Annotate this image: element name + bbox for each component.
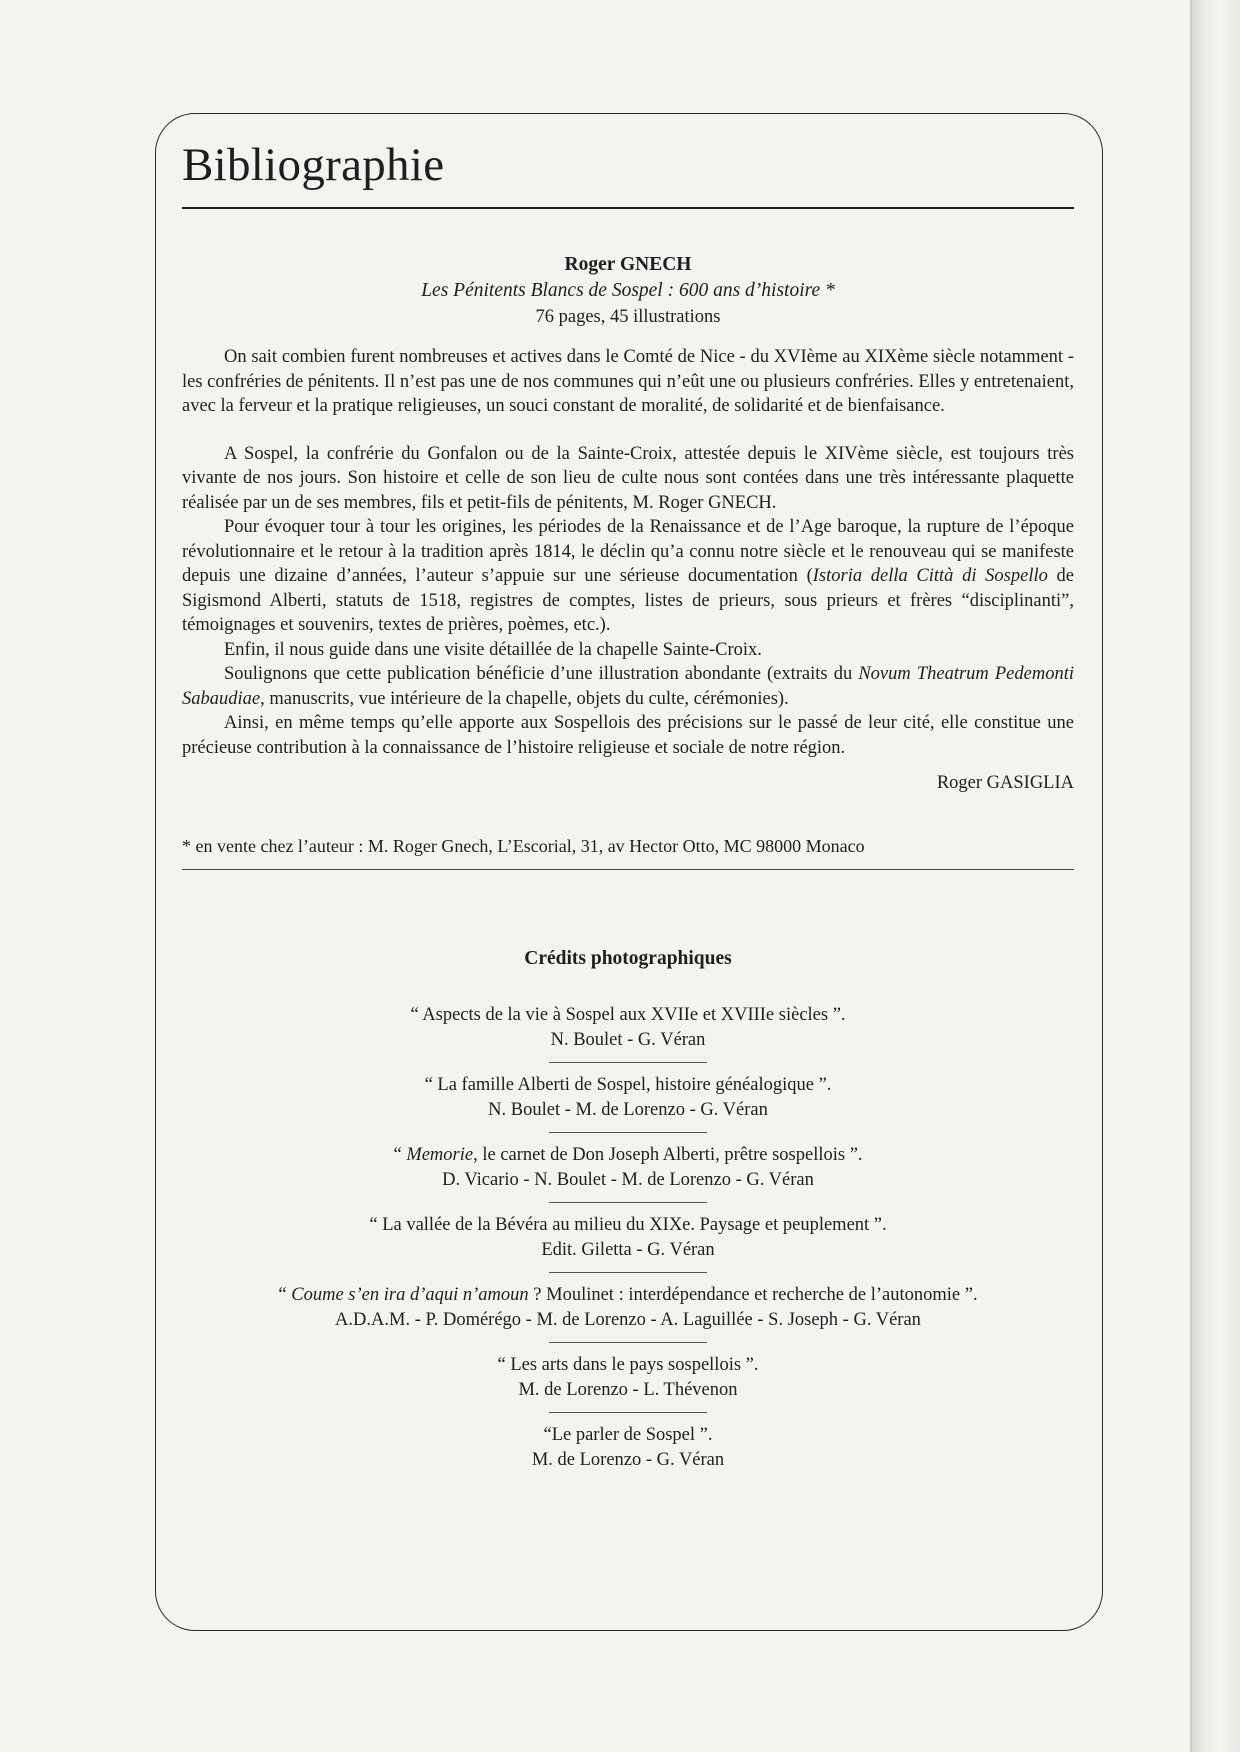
review-paragraph-2: A Sospel, la confrérie du Gonfalon ou de la Sainte-Croix, attestée depuis le XIVème siècle, est toujours très vivante de nos jours. Son histoire et celle de son lieu de culte nous sont contées dans une très intéressante plaquette réalisée par un de ses membres, fils et petit-fils de pénitents, M. Roger GNECH. [182, 443, 1074, 513]
credit-title-rest: , le carnet de Don Joseph Alberti, prêtre sospellois ”. [473, 1145, 863, 1165]
review-paragraph-5-italic: Novum Theatrum Pedemonti Sabaudiae [182, 664, 1074, 709]
footnote-rule [182, 869, 1074, 870]
review-body [182, 345, 1074, 760]
credit-names: N. Boulet - G. Véran [550, 1030, 706, 1050]
review-paragraph-5-start: Soulignons que cette publication bénéficie d’une illustration abondante (extraits du [224, 664, 859, 684]
review-paragraph-3 [182, 515, 1074, 638]
credit-names: Edit. Giletta - G. Véran [541, 1240, 715, 1260]
credit-separator [549, 1132, 707, 1133]
credit-title: “ La famille Alberti de Sospel, histoire généalogique ”. [424, 1075, 832, 1095]
review-paragraph-3-start: Pour évoquer tour à tour les origines, les périodes de la Renaissance et de l’Age baroque, la rupture de l’époque révolutionnaire et le retour à la tradition après 1814, le déclin qu’a connu notre siècle et le renouveau qui se manifeste depuis une dizaine d’années, l’auteur s’appuie sur une sérieuse documentation ( [182, 517, 1074, 586]
footnote: * en vente chez l’auteur : M. Roger Gnech, L’Escorial, 31, av Hector Otto, MC 98000 Monaco [182, 836, 865, 856]
credit-item [182, 1003, 1074, 1053]
credit-item [182, 1143, 1074, 1193]
credit-separator [549, 1062, 707, 1063]
credit-item [182, 1073, 1074, 1123]
credits-list [182, 1003, 1074, 1473]
credit-title-rest: ? Moulinet : interdépendance et recherche de l’autonomie ”. [528, 1285, 978, 1305]
credit-item [182, 1353, 1074, 1403]
credit-names: M. de Lorenzo - G. Véran [531, 1450, 725, 1470]
page-spine [1192, 0, 1240, 1752]
credit-title: “ Les arts dans le pays sospellois ”. [497, 1355, 759, 1375]
review-paragraph-3-italic: Istoria della Città di Sospello [812, 566, 1048, 586]
credit-separator [549, 1272, 707, 1273]
review-paragraph-6: Ainsi, en même temps qu’elle apporte aux Sospellois des précisions sur le passé de leur cité, elle constitue une précieuse contribution à la connaissance de l’histoire religieuse et sociale de notre région. [182, 713, 1074, 758]
credit-title [182, 1283, 1074, 1308]
review-paragraph-5 [182, 662, 1074, 711]
credit-title-open: “ [278, 1285, 292, 1305]
book-meta: 76 pages, 45 illustrations [535, 307, 721, 327]
book-author: Roger GNECH [564, 254, 692, 275]
book-title: Les Pénitents Blancs de Sospel : 600 ans d’histoire * [421, 280, 835, 301]
credit-title-italic: Coume s’en ira d’aqui n’amoun [291, 1285, 529, 1305]
credit-title: “ Aspects de la vie à Sospel aux XVIIe et XVIIIe siècles ”. [410, 1005, 846, 1025]
credit-names: D. Vicario - N. Boulet - M. de Lorenzo - G. Véran [442, 1170, 814, 1190]
credit-item [182, 1423, 1074, 1473]
review-paragraph-5-end: , manuscrits, vue intérieure de la chapelle, objets du culte, cérémonies). [260, 688, 789, 709]
credit-title: “ La vallée de la Bévéra au milieu du XIXe. Paysage et peuplement ”. [369, 1215, 887, 1235]
credit-title-italic: Memorie [406, 1145, 474, 1165]
credit-item [182, 1283, 1074, 1333]
book-header [182, 252, 1074, 330]
credit-separator [549, 1342, 707, 1343]
credit-names: M. de Lorenzo - L. Thévenon [518, 1380, 738, 1400]
credit-separator [549, 1412, 707, 1413]
review-paragraph-4: Enfin, il nous guide dans une visite détaillée de la chapelle Sainte-Croix. [224, 639, 762, 660]
title-rule [182, 207, 1074, 209]
credit-title-open: “ [393, 1145, 407, 1165]
review-paragraph-1: On sait combien furent nombreuses et actives dans le Comté de Nice - du XVIème au XIXème siècle notamment - les confréries de pénitents. Il n’est pas une de nos communes qui n’eût une ou plusieurs confréries. Elles y entretenaient, avec la ferveur et la pratique religieuses, un souci constant de moralité, de solidarité et de bienfaisance. [182, 347, 1074, 416]
credit-separator [549, 1202, 707, 1203]
credits-title: Crédits photographiques [524, 948, 732, 969]
credit-names: N. Boulet - M. de Lorenzo - G. Véran [488, 1100, 768, 1120]
credit-title [182, 1143, 1074, 1168]
credit-item [182, 1213, 1074, 1263]
page-title: Bibliographie [182, 139, 445, 191]
credit-title: “Le parler de Sospel ”. [543, 1425, 713, 1445]
credit-names: A.D.A.M. - P. Domérégo - M. de Lorenzo - A. Laguillée - S. Joseph - G. Véran [335, 1310, 921, 1330]
review-paragraph-3-end: de Sigismond Alberti, statuts de 1518, registres de comptes, listes de prieurs, sous prieurs et frères “disciplinanti”, témoignages et souvenirs, textes de prières, poèmes, etc.). [182, 566, 1075, 635]
review-signature: Roger GASIGLIA [936, 773, 1074, 793]
